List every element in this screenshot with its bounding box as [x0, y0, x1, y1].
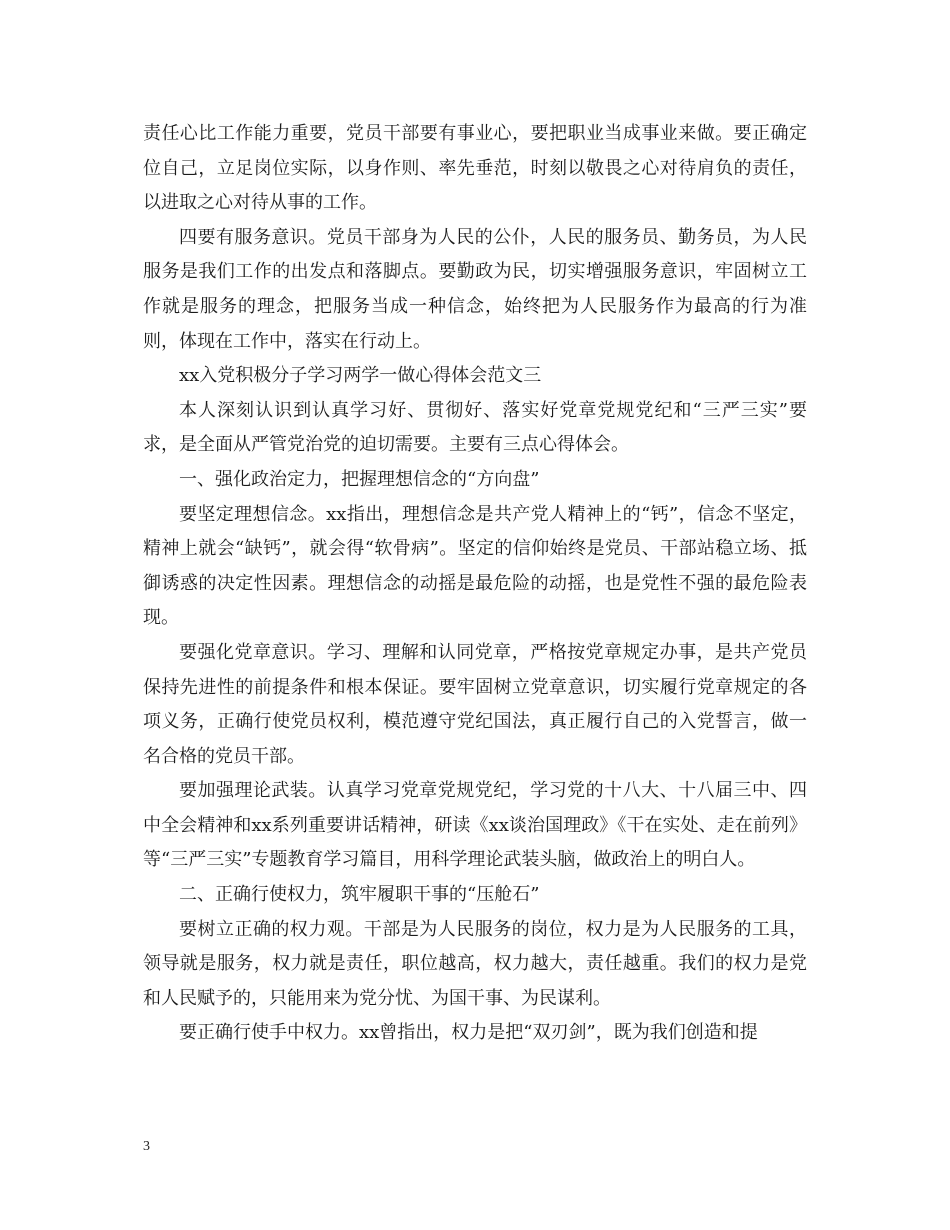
- paragraph: 要坚定理想信念。xx指出，理想信念是共产党人精神上的“钙”，信念不坚定，精神上就会“缺钙”，就会得“软骨病”。坚定的信仰始终是党员、干部站稳立场、抵御诱惑的决定性因素。理想信念的动摇是最危险的动摇，也是党性不强的最危险表现。: [143, 503, 807, 629]
- paragraph: 要强化党章意识。学习、理解和认同党章，严格按党章规定办事，是共产党员保持先进性的前提条件和根本保证。要牢固树立党章意识，切实履行党章规定的各项义务，正确行使党员权利，模范遵守党纪国法，真正履行自己的入党誓言，做一名合格的党员干部。: [143, 641, 807, 767]
- document-body: [143, 117, 807, 1051]
- paragraph: 本人深刻认识到认真学习好、贯彻好、落实好党章党规党纪和“三严三实”要求，是全面从严管党治党的迫切需要。主要有三点心得体会。: [143, 399, 807, 456]
- heading-1: 一、强化政治定力，把握理想信念的“方向盘”: [179, 468, 540, 490]
- paragraph: 要正确行使手中权力。xx曾指出，权力是把“双刃剑”，既为我们创造和提: [179, 1022, 758, 1044]
- paragraph: 要加强理论武装。认真学习党章党规党纪，学习党的十八大、十八届三中、四中全会精神和xx系列重要讲话精神，研读《xx谈治国理政》《干在实处、走在前列》等“三严三实”专题教育学习篇目，用科学理论武装头脑，做政治上的明白人。: [143, 780, 807, 871]
- paragraph-continuation: 责任心比工作能力重要，党员干部要有事业心，要把职业当成事业来做。要正确定位自己，立足岗位实际，以身作则、率先垂范，时刻以敬畏之心对待肩负的责任，以进取之心对待从事的工作。: [143, 123, 807, 214]
- paragraph: 要树立正确的权力观。干部是为人民服务的岗位，权力是为人民服务的工具，领导就是服务，权力就是责任，职位越高，权力越大，责任越重。我们的权力是党和人民赋予的，只能用来为党分忧、为国干事、为民谋利。: [143, 918, 807, 1009]
- heading-2: 二、正确行使权力，筑牢履职干事的“压舱石”: [179, 884, 540, 906]
- paragraph: 四要有服务意识。党员干部身为人民的公仆，人民的服务员、勤务员，为人民服务是我们工作的出发点和落脚点。要勤政为民，切实增强服务意识，牢固树立工作就是服务的理念，把服务当成一种信念，始终把为人民服务作为最高的行为准则，体现在工作中，落实在行动上。: [143, 226, 807, 352]
- page-number: 3: [143, 1139, 150, 1154]
- section-title: xx入党积极分子学习两学一做心得体会范文三: [179, 365, 542, 387]
